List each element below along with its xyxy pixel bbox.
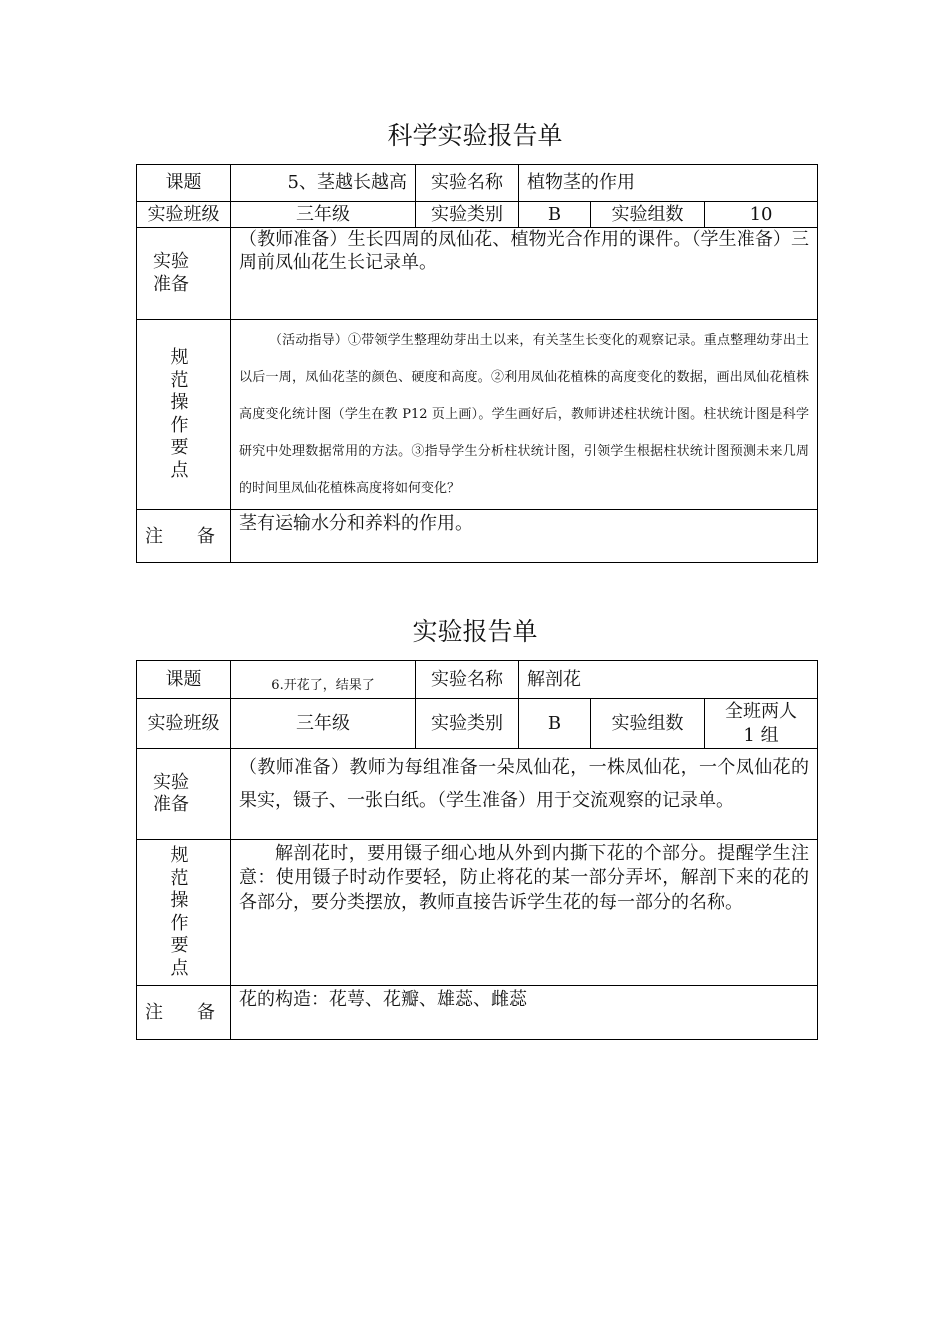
experiment-name-label: 实验名称 — [416, 165, 519, 202]
type-label: 实验类别 — [416, 202, 519, 228]
preparation-label-line1: 实验 — [153, 771, 189, 793]
groups-label: 实验组数 — [591, 202, 705, 228]
notes-label-char1: 注 — [145, 1001, 163, 1023]
preparation-label — [137, 749, 231, 840]
topic-value: 5、茎越长越高 — [231, 165, 416, 202]
notes-label — [137, 510, 231, 563]
operation-points-text: 解剖花时，要用镊子细心地从外到内撕下花的个部分。提醒学生注意：使用镊子时动作要轻，防止将花的某一部分弄坏，解剖下来的花的各部分，要分类摆放，教师直接告诉学生花的每一部分的名称。 — [231, 840, 818, 986]
ops-char: 规 — [170, 347, 189, 369]
ops-char: 要 — [170, 437, 189, 459]
ops-char: 操 — [170, 890, 189, 911]
preparation-text: （教师准备）生长四周的凤仙花、植物光合作用的课件。（学生准备）三周前凤仙花生长记录单。 — [231, 228, 818, 320]
report2-table — [136, 660, 818, 1040]
notes-text: 花的构造：花萼、花瓣、雄蕊、雌蕊 — [231, 986, 818, 1040]
groups-label: 实验组数 — [591, 699, 705, 749]
ops-char: 范 — [170, 867, 189, 889]
type-value: B — [519, 202, 591, 228]
notes-label-char1: 注 — [145, 525, 163, 547]
topic-value: 6.开花了，结果了 — [231, 661, 416, 699]
notes-label-char2: 备 — [197, 525, 215, 547]
ops-char: 要 — [170, 935, 189, 956]
topic-label: 课题 — [137, 661, 231, 699]
ops-char: 操 — [170, 392, 189, 414]
groups-value — [705, 699, 818, 749]
class-label: 实验班级 — [137, 202, 231, 228]
preparation-text: （教师准备）教师为每组准备一朵凤仙花，一株凤仙花，一个凤仙花的果实，镊子、一张白纸。（学生准备）用于交流观察的记录单。 — [231, 749, 818, 840]
preparation-label — [137, 228, 231, 320]
notes-label-char2: 备 — [197, 1001, 215, 1023]
topic-label: 课题 — [137, 165, 231, 202]
preparation-label-line2: 准备 — [153, 794, 189, 815]
operation-points-label — [137, 320, 231, 510]
class-value: 三年级 — [231, 202, 416, 228]
groups-value-line1: 全班两人 — [725, 701, 798, 723]
ops-char: 作 — [170, 912, 189, 934]
report2-title: 实验报告单 — [412, 617, 538, 646]
report1-title: 科学实验报告单 — [387, 121, 563, 150]
ops-char: 作 — [170, 414, 189, 436]
type-label: 实验类别 — [416, 699, 519, 749]
operation-points-text: （活动指导）①带领学生整理幼芽出土以来，有关茎生长变化的观察记录。重点整理幼芽出土以后一周，凤仙花茎的颜色、硬度和高度。②利用凤仙花植株的高度变化的数据，画出凤仙花植株高度变化统计图（学生在教 P12 页上画）。学生画好后，教师讲述柱状统计图。柱状统计图是科学研究中处理数据常用的方法。③指导学生分析柱状统计图，引领学生根据柱状统计图预测未来几周的时间里凤仙花植株高度将如何变化？ — [231, 320, 818, 510]
experiment-name-label: 实验名称 — [416, 661, 519, 699]
type-value: B — [519, 699, 591, 749]
preparation-label-line1: 实验 — [153, 251, 189, 272]
groups-value-line2: 1 组 — [743, 724, 779, 746]
experiment-name-value: 植物茎的作用 — [519, 165, 818, 202]
ops-char: 范 — [170, 369, 189, 391]
experiment-name-value: 解剖花 — [519, 661, 818, 699]
ops-char: 规 — [170, 845, 189, 866]
groups-value: 10 — [705, 202, 818, 228]
notes-label — [137, 986, 231, 1040]
class-value: 三年级 — [231, 699, 416, 749]
ops-char: 点 — [170, 957, 189, 979]
preparation-label-line2: 准备 — [153, 273, 189, 295]
operation-points-label — [137, 840, 231, 986]
ops-char: 点 — [170, 459, 189, 481]
report1-table — [136, 164, 818, 563]
class-label: 实验班级 — [137, 699, 231, 749]
notes-text: 茎有运输水分和养料的作用。 — [231, 510, 818, 563]
